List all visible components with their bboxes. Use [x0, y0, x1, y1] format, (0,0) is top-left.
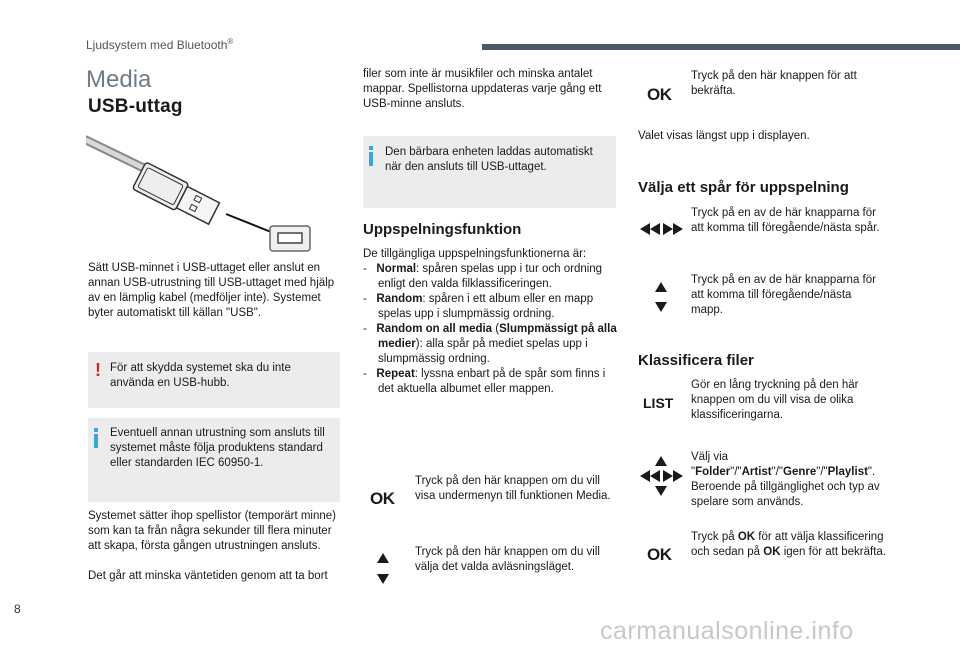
arrow-left-icon [640, 223, 650, 235]
info-icon [94, 428, 98, 448]
arrow-down-icon [655, 486, 667, 496]
info-note: Eventuell annan utrustning som ansluts till systemet måste följa produktens standard eller standarden IEC 60950-1. [88, 418, 340, 502]
page-number: 8 [14, 602, 21, 616]
select-track-heading: Välja ett spår för uppspelning [638, 179, 849, 196]
usb-heading: USB-uttag [88, 96, 183, 117]
page-title: Media [86, 66, 152, 93]
arrow-left-icon [650, 223, 660, 235]
arrow-down-icon [655, 302, 667, 312]
arrow-up-icon [655, 456, 667, 466]
ok-button-confirm: OK [647, 85, 672, 104]
usb-paragraph-3-start: Det går att minska väntetiden genom att ta bort [88, 570, 328, 582]
arrow-left-icon [640, 470, 650, 482]
updown-folder-description: Tryck på en av de här knapparna för att komma till föregående/nästa mapp. [691, 274, 876, 316]
classify-heading: Klassificera filer [638, 352, 754, 369]
value-shown-text: Valet visas längst upp i displayen. [638, 130, 810, 142]
header-bar [482, 44, 960, 50]
info-icon [369, 146, 373, 166]
updown-description: Tryck på den här knappen om du vill välja det valda avläsningsläget. [415, 546, 600, 573]
warning-icon: ! [95, 360, 101, 380]
warning-note: ! För att skydda systemet ska du inte använda en USB-hubb. [88, 352, 340, 408]
header-title: Ljudsystem med Bluetooth® [86, 37, 234, 52]
list-description: Gör en lång tryckning på den här knappen om du vill visa de olika klassificeringarna. [691, 379, 859, 421]
usb-paragraph-3: filer som inte är musikfiler och minska antalet mappar. Spellistorna uppdateras varje gång ett USB-minne ansluts. [363, 68, 602, 110]
ok-button-classify: OK [647, 545, 672, 564]
usb-paragraph-2: Systemet sätter ihop spellistor (temporärt minne) som kan ta från några sekunder till flera minuter att skapa, första gången utrustningen ansluts. [88, 510, 336, 552]
list-button: LIST [643, 395, 674, 411]
ok-description: Tryck på den här knappen om du vill visa undermenyn till funktionen Media. [415, 475, 611, 502]
usb-plug-illustration [86, 132, 326, 254]
info-note-charging: Den bärbara enheten laddas automatiskt när den ansluts till USB-uttaget. [363, 136, 616, 208]
arrow-down-icon [377, 574, 389, 584]
playback-list: De tillgängliga uppspelningsfunktionerna är: - Normal: spåren spelas upp i tur och ordning enligt den valda filklassificeringen. - Random: spåren i ett album eller en mapp spelas upp i slumpmässig ordning. - Random on all media (Slumpmässigt på alla medier): alla spår på mediet spelas upp i slumpmässig ordning. - Repeat: lyssna enbart på de spår som finns i det aktuella albumet eller mappen. [363, 248, 617, 395]
choose-classification-text: Välj via "Folder"/"Artist"/"Genre"/"Playlist". Beroende på tillgänglighet och typ av spelare som används. [691, 451, 880, 508]
arrow-right-icon [673, 223, 683, 235]
usb-paragraph-1: Sätt USB-minnet i USB-uttaget eller anslut en annan USB-utrustning till USB-uttaget med hjälp av en lämplig kabel (medföljer inte). Systemet byter automatiskt till källan "USB". [88, 262, 335, 319]
leftright-description: Tryck på en av de här knapparna för att komma till föregående/nästa spår. [691, 207, 880, 234]
ok-button: OK [370, 489, 395, 508]
arrow-right-icon [673, 470, 683, 482]
ok-confirm-description: Tryck på den här knappen för att bekräfta. [691, 70, 857, 97]
arrow-up-icon [655, 282, 667, 292]
playback-heading: Uppspelningsfunktion [363, 221, 522, 238]
ok-classify-description: Tryck på OK för att välja klassificering och sedan på OK igen för att bekräfta. [691, 531, 886, 558]
watermark: carmanualsonline.info [600, 617, 854, 645]
arrow-left-icon [650, 470, 660, 482]
arrow-right-icon [663, 470, 673, 482]
arrow-right-icon [663, 223, 673, 235]
arrow-up-icon [377, 553, 389, 563]
usb-port-icon [270, 226, 310, 251]
